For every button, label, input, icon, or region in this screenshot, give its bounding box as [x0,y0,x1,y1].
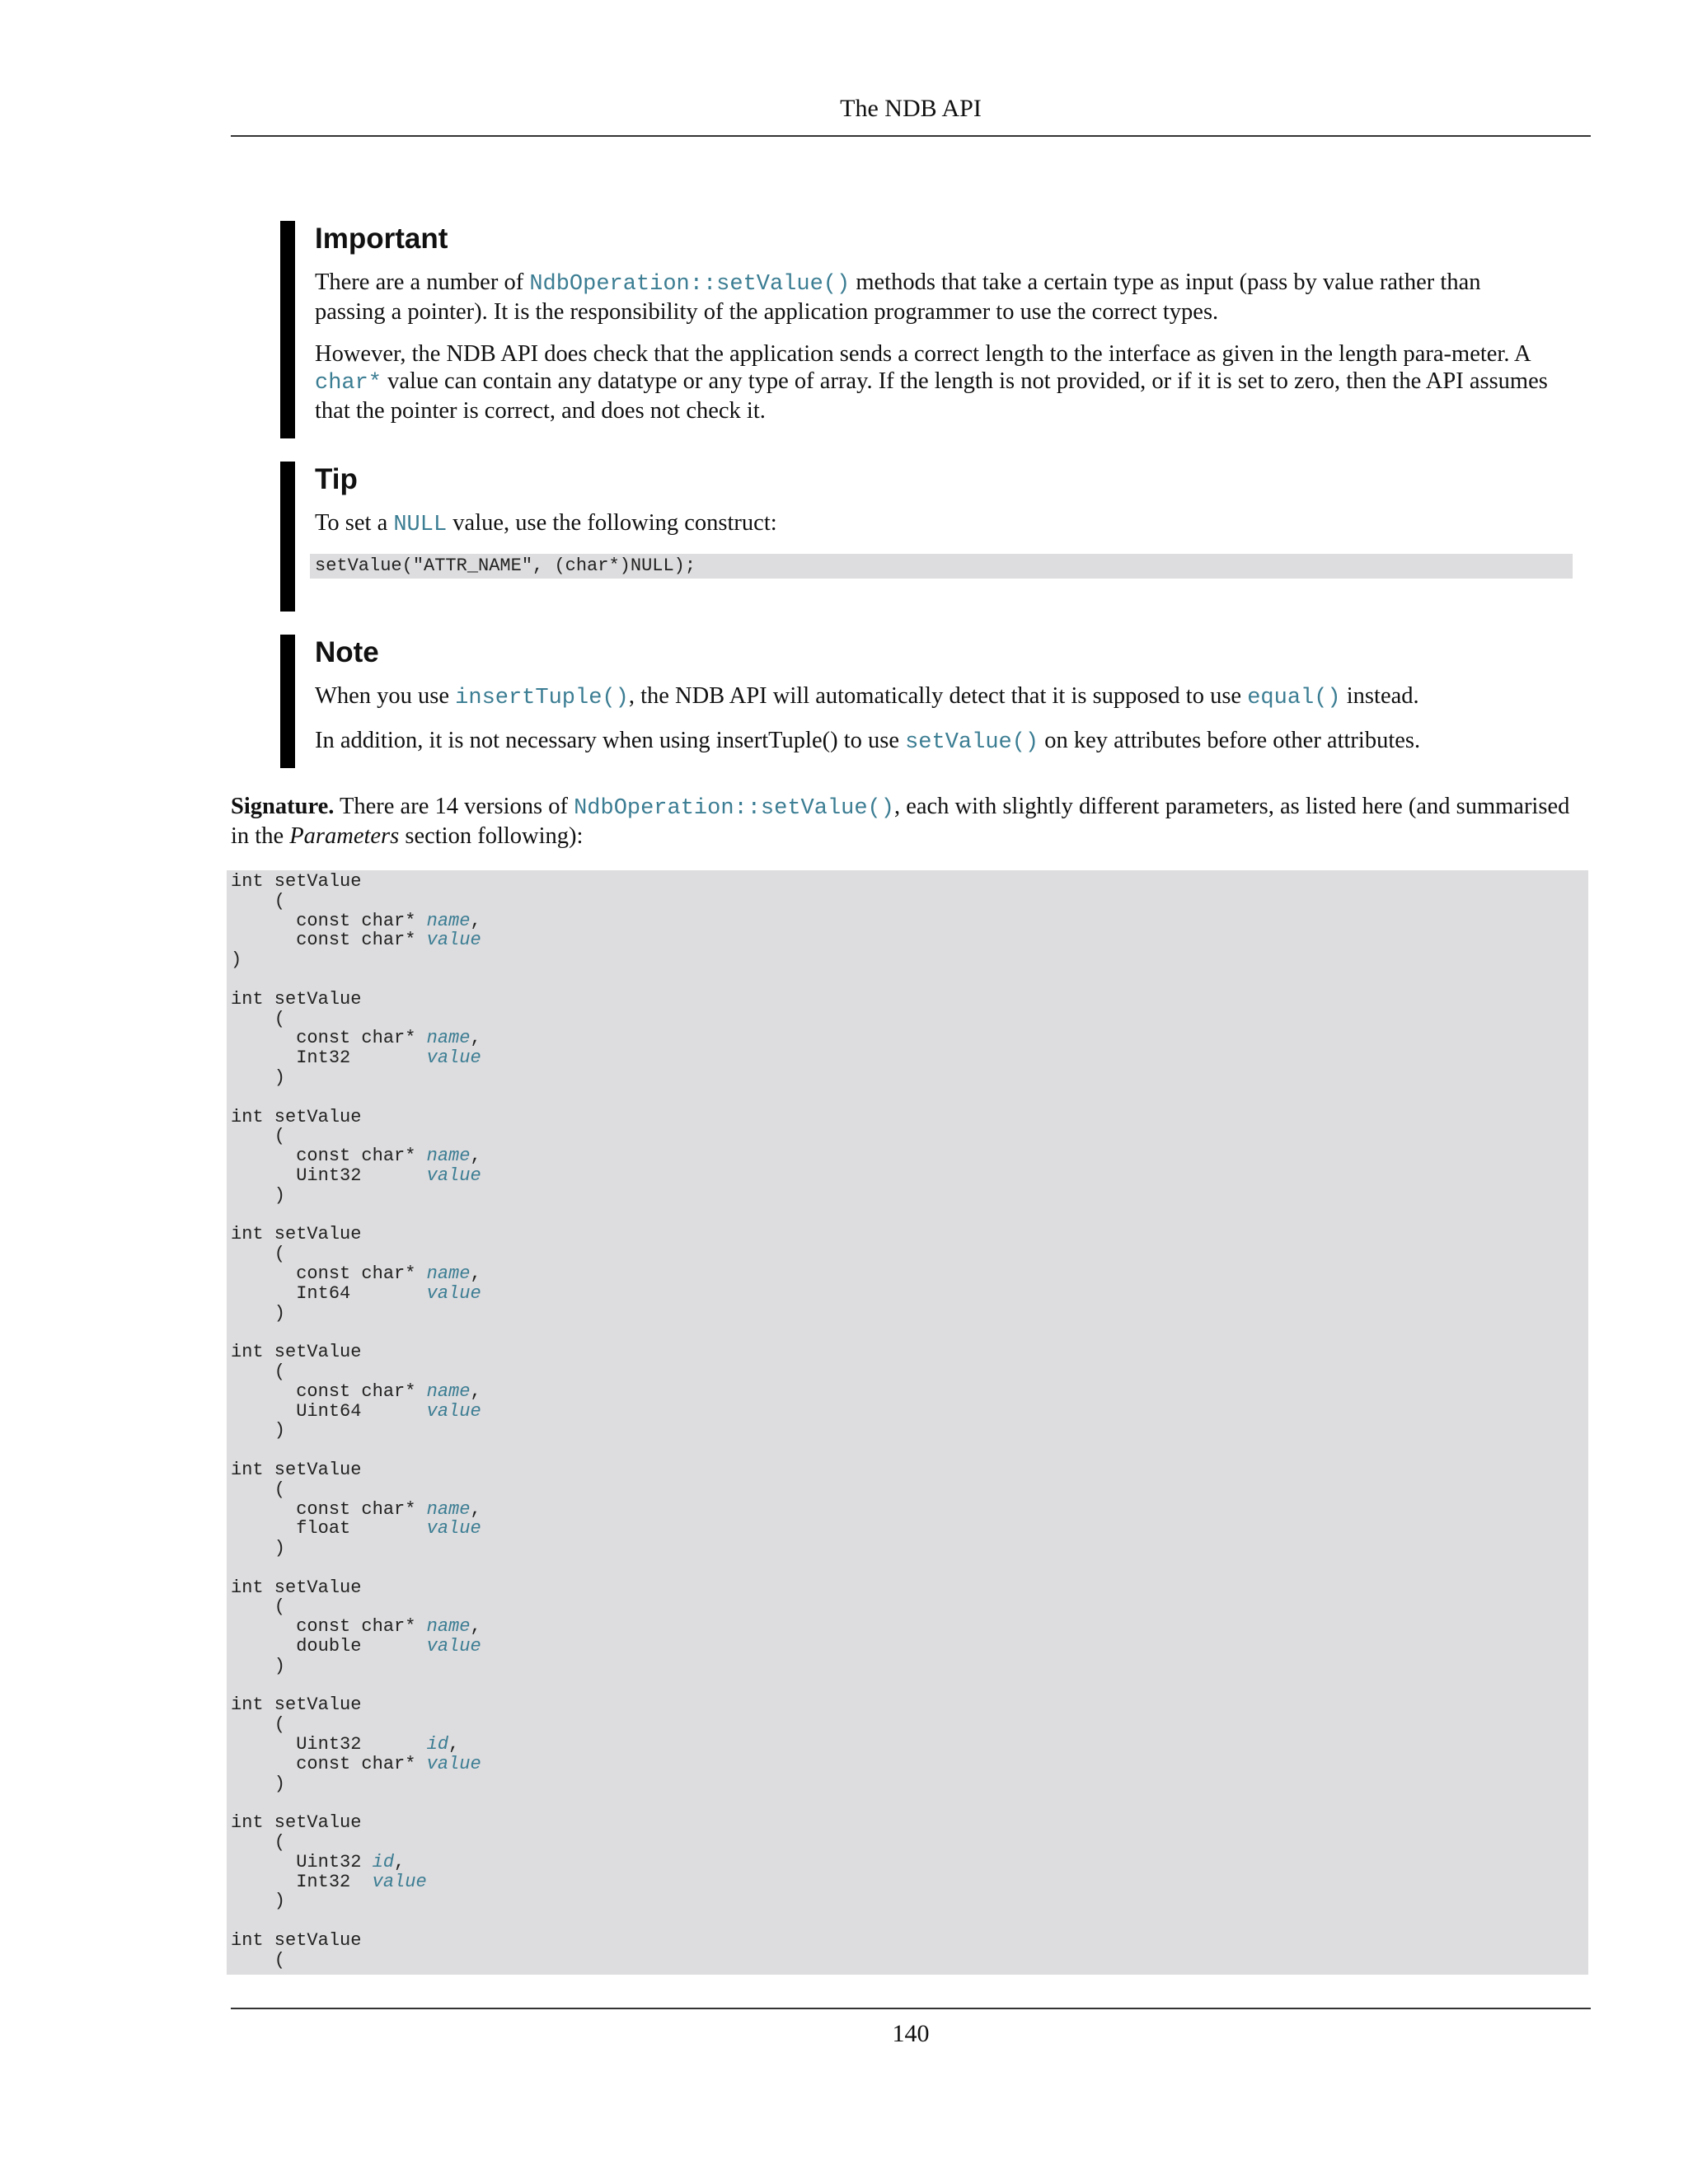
note-paragraph-1: When you use insertTuple(), the NDB API will automatically detect that it is supposed to use equal() instead. [315,683,1419,710]
code-line: int setValue [231,1224,362,1245]
param-name: id [426,1734,449,1755]
code-line: int setValue [231,1930,362,1952]
code-line: int setValue [231,1577,362,1598]
code-blank-line [231,970,1588,990]
code-line: Int64 value [231,1282,481,1304]
code-line: int setValue [231,1106,362,1127]
code-null: NULL [393,513,448,537]
code-blank-line [231,1441,1588,1460]
admonition-bar [280,635,295,768]
tip-admonition [280,462,1550,612]
param-name: value [426,1165,481,1186]
code-blank-line [231,1206,1588,1226]
param-name: value [372,1871,427,1892]
code-line: const char* name, [231,1028,481,1049]
code-line: ) [231,1655,286,1676]
code-line: int setValue [231,871,362,892]
param-name: name [426,1380,471,1402]
code-line: int setValue [231,1459,362,1480]
code-blank-line [231,1793,1588,1813]
param-name: value [426,930,481,951]
code-line: const char* value [231,930,481,951]
code-line: const char* name, [231,1616,481,1638]
param-name: value [426,1282,481,1304]
code-link-setvalue[interactable]: setValue() [905,730,1039,755]
code-char-pointer: char* [315,371,382,396]
code-line: ( [231,1008,286,1029]
signature-paragraph: Signature. There are 14 versions of NdbOperation::setValue(), each with slightly different parameters, as listed here (and summarised in the Parameters section following): [231,794,1570,849]
tip-heading: Tip [315,463,358,495]
code-line: int setValue [231,988,362,1010]
admonition-bar [280,221,295,438]
code-blank-line [231,1088,1588,1108]
param-name: name [426,910,471,931]
code-line: Uint64 value [231,1400,481,1422]
code-link-setvalue[interactable]: NdbOperation::setValue() [574,796,894,821]
code-line: int setValue [231,1342,362,1363]
code-blank-line [231,1558,1588,1578]
code-line: int setValue [231,1812,362,1834]
tip-paragraph: To set a NULL value, use the following construct: [315,510,777,537]
code-line: const char* value [231,1753,481,1774]
code-line: float value [231,1518,481,1540]
param-name: name [426,1498,471,1520]
signature-entry [231,1343,1588,1460]
signature-entry [231,1931,1588,1971]
code-line: const char* name, [231,1146,481,1167]
code-link-equal[interactable]: equal() [1247,686,1341,710]
code-line: const char* name, [231,1263,481,1284]
code-line: ) [231,1302,286,1324]
code-line: Uint32 id, [231,1734,460,1755]
param-name: name [426,1028,471,1049]
code-link-inserttuple[interactable]: insertTuple() [455,686,629,710]
code-blank-line [231,1323,1588,1343]
signature-entry [231,1108,1588,1226]
signature-entry [231,872,1588,990]
signature-entry [231,1460,1588,1578]
code-line: ( [231,1949,286,1971]
important-admonition [280,221,1550,438]
important-heading: Important [315,223,448,255]
code-line: ) [231,1184,286,1206]
code-line: ) [231,949,242,971]
note-heading: Note [315,636,379,668]
code-line: ( [231,890,286,912]
param-name: name [426,1616,471,1638]
code-line: ( [231,1832,286,1854]
code-line: double value [231,1636,481,1657]
code-line: ( [231,1714,286,1736]
signature-entry [231,1225,1588,1343]
code-line: Int32 value [231,1047,481,1069]
signature-entry [231,990,1588,1108]
signature-entry [231,1695,1588,1813]
code-line: ( [231,1479,286,1500]
footer-rule [231,2008,1591,2009]
code-line: int setValue [231,1694,362,1716]
param-name: name [426,1146,471,1167]
code-line: ) [231,1420,286,1441]
code-line: ) [231,1066,286,1088]
param-name: value [426,1518,481,1540]
important-paragraph-1: There are a number of NdbOperation::setValue() methods that take a certain type as input (pass by value rather than passing a pointer). It is the responsibility of the application programmer to use the correct types. [315,269,1481,325]
code-line: const char* name, [231,1498,481,1520]
note-paragraph-2: In addition, it is not necessary when using insertTuple() to use setValue() on key attributes before other attributes. [315,728,1421,755]
code-line: Uint32 id, [231,1851,406,1872]
code-line: ) [231,1538,286,1559]
tip-code-block: setValue("ATTR_NAME", (char*)NULL); [310,554,1573,579]
signature-lead: Signature. [231,794,335,819]
param-name: value [426,1400,481,1422]
code-line: const char* name, [231,910,481,931]
signature-entry [231,1578,1588,1696]
code-line: Uint32 value [231,1165,481,1186]
page-header: The NDB API [840,95,982,122]
code-line: ) [231,1891,286,1912]
param-name: value [426,1753,481,1774]
code-line: ( [231,1596,286,1618]
header-rule [231,135,1591,137]
page-number: 140 [892,2020,930,2047]
admonition-bar [280,462,295,612]
code-line: Int32 value [231,1871,427,1892]
param-name: value [426,1636,481,1657]
code-blank-line [231,1676,1588,1696]
note-admonition [280,635,1550,768]
signature-entry [231,1813,1588,1931]
param-name: name [426,1263,471,1284]
code-line: ( [231,1126,286,1147]
code-line: ( [231,1244,286,1265]
code-link-setvalue[interactable]: NdbOperation::setValue() [529,272,851,297]
code-line: ( [231,1361,286,1382]
param-name: value [426,1047,481,1069]
code-line: const char* name, [231,1380,481,1402]
parameters-reference: Parameters [289,823,400,849]
signature-code-block [227,870,1588,1975]
param-name: id [372,1851,395,1872]
important-paragraph-2: However, the NDB API does check that the application sends a correct length to the interface as given in the length para-meter. A char* value can contain any datatype or any type of array. If the length is not provided, or if it is set to zero, then the API assumes that the pointer is correct, and does not check it. [315,341,1548,424]
code-blank-line [231,1911,1588,1931]
code-line: ) [231,1773,286,1794]
